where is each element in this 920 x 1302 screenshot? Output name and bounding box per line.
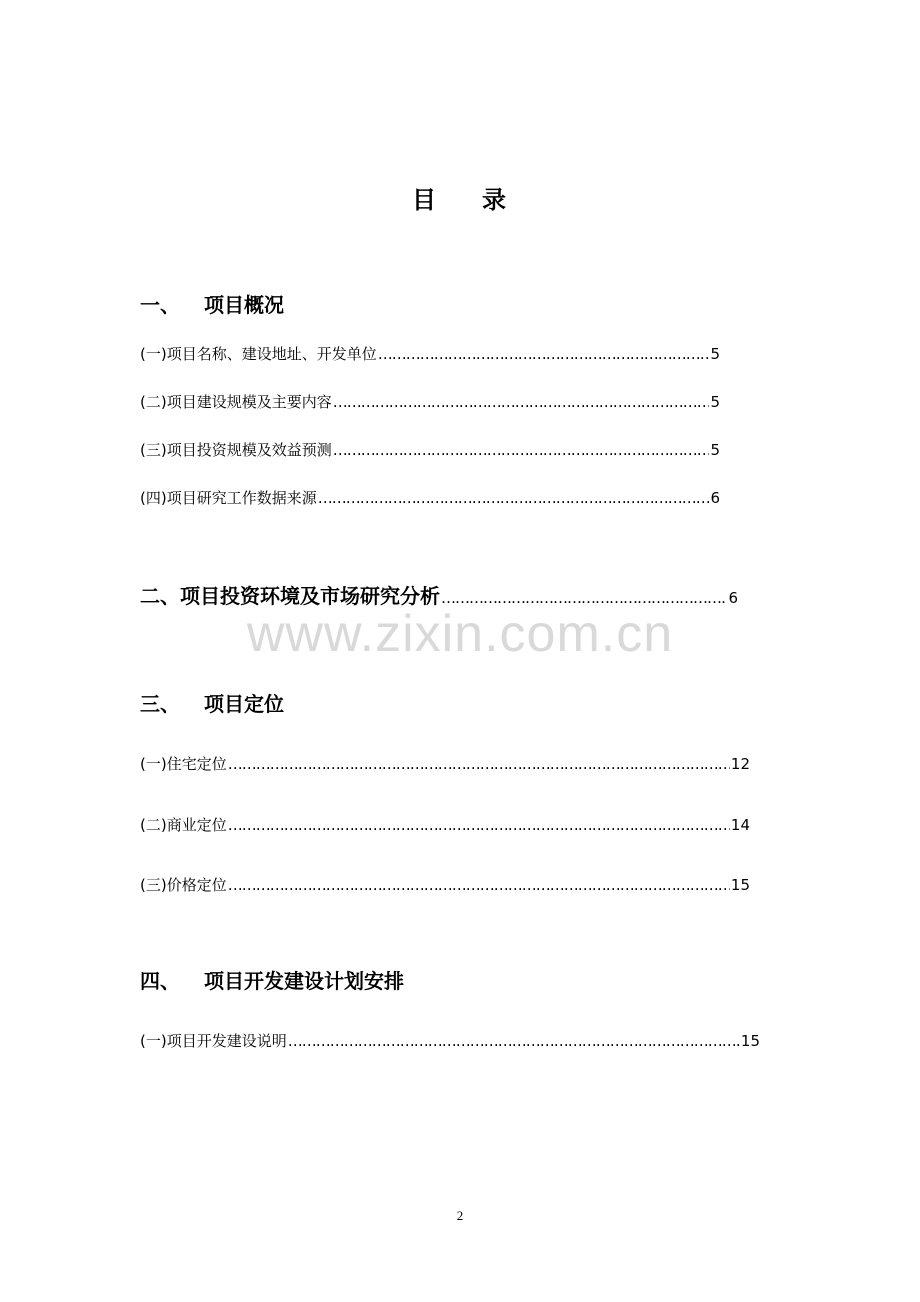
toc-entry-page: 14 (730, 816, 750, 834)
section-heading-1 (140, 290, 284, 320)
toc-entry[interactable] (140, 874, 750, 896)
toc-entry[interactable] (140, 753, 750, 775)
toc-entry[interactable] (140, 814, 750, 836)
section-number: 二、 (140, 584, 180, 608)
toc-entry-number: (一) (140, 1032, 167, 1050)
leader-dots (228, 814, 730, 836)
toc-title (0, 180, 920, 215)
toc-entry-label: 商业定位 (166, 816, 227, 834)
leader-dots (228, 874, 730, 896)
toc-entry-label: (三)项目投资规模及效益预测 (140, 441, 332, 459)
section-label: 项目概况 (204, 293, 284, 317)
toc-entry[interactable] (140, 487, 720, 509)
toc-entry[interactable] (140, 343, 720, 365)
toc-entry-label: 住宅定位 (166, 755, 227, 773)
toc-entry-label: (一)项目名称、建设地址、开发单位 (140, 345, 377, 363)
toc-entry[interactable] (140, 439, 720, 461)
toc-entry-page: 6 (728, 589, 738, 607)
section-number: 四、 (140, 969, 180, 993)
section-number: 一、 (140, 293, 180, 317)
toc-entry-number: (三) (140, 876, 167, 894)
toc-title-char-1: 目 (412, 186, 438, 214)
page-number: 2 (456, 1208, 464, 1223)
section-heading-4 (140, 966, 404, 996)
leader-dots (288, 1030, 740, 1052)
toc-entry-page: 12 (730, 755, 750, 773)
toc-entry-page: 15 (740, 1032, 760, 1050)
toc-title-char-2: 录 (482, 186, 508, 214)
toc-entry-label: (四)项目研究工作数据来源 (140, 489, 317, 507)
watermark: www.zixin.com.cn (246, 605, 674, 663)
section-heading-3 (140, 689, 284, 719)
section-label: 项目投资环境及市场研究分析 (180, 584, 440, 608)
toc-entry[interactable] (140, 391, 720, 413)
leader-dots (378, 343, 710, 365)
toc-entry-label: (二)项目建设规模及主要内容 (140, 393, 332, 411)
section-number: 三、 (140, 692, 180, 716)
leader-dots (333, 439, 710, 461)
toc-entry-label: 价格定位 (166, 876, 227, 894)
toc-entry-page: 5 (710, 393, 720, 411)
leader-dots (228, 753, 730, 775)
leader-dots (333, 391, 710, 413)
toc-entry-number: (二) (140, 816, 167, 834)
toc-entry-page: 15 (730, 876, 750, 894)
toc-entry-page: 5 (710, 345, 720, 363)
section-label: 项目开发建设计划安排 (204, 969, 404, 993)
leader-dots (318, 487, 710, 509)
section-label: 项目定位 (204, 692, 284, 716)
toc-entry-number: (一) (140, 755, 167, 773)
toc-entry-label: 项目开发建设说明 (166, 1032, 287, 1050)
toc-entry[interactable] (140, 1030, 760, 1052)
toc-entry-page: 6 (710, 489, 720, 507)
toc-entry-page: 5 (710, 441, 720, 459)
